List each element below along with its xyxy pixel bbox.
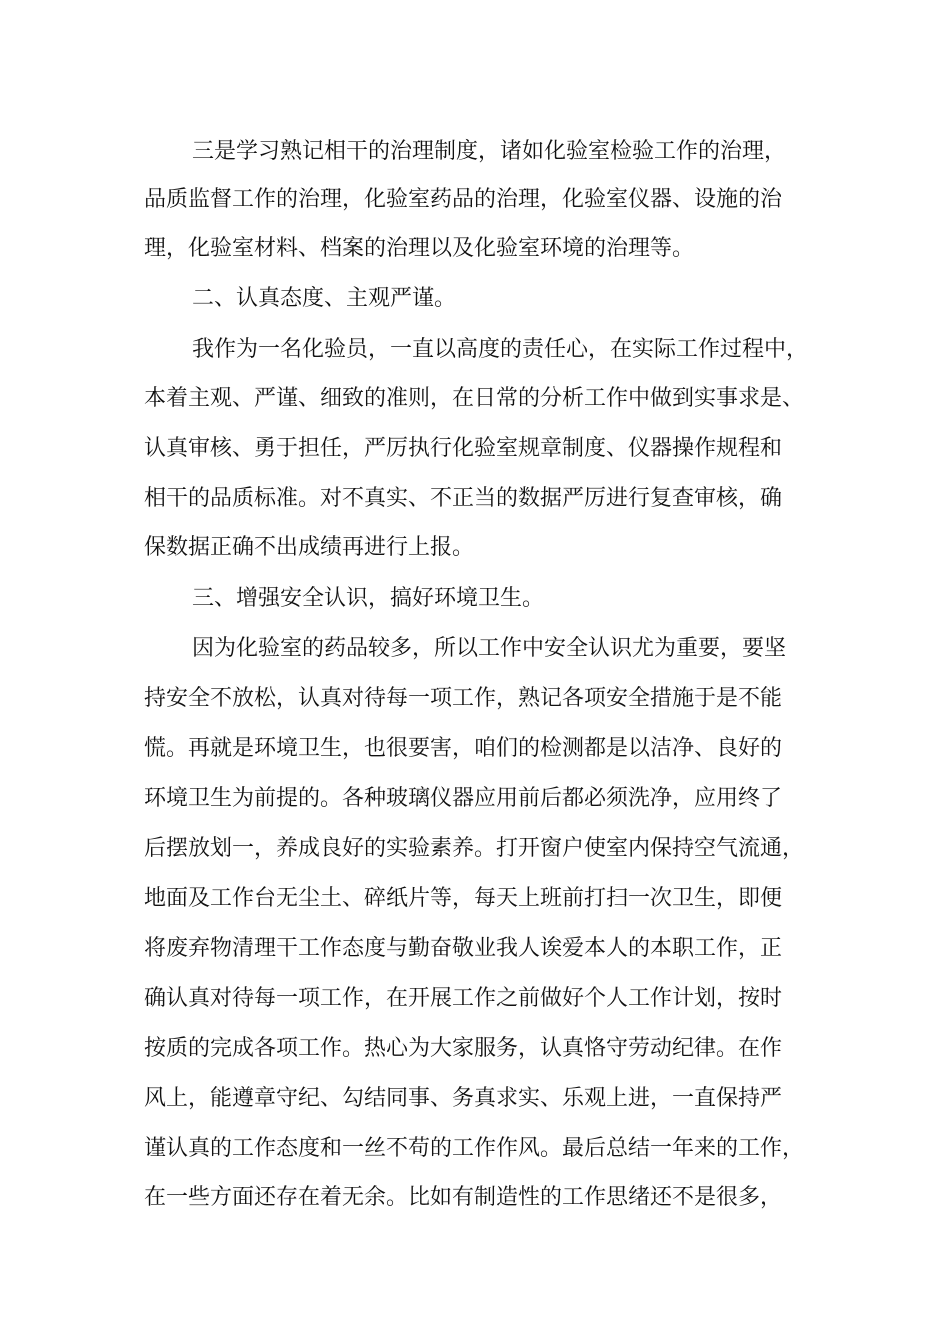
paragraph-line: 我作为一名化验员，一直以高度的责任心，在实际工作过程中， — [192, 337, 809, 362]
paragraph-line: 在一些方面还存在着无余。比如有制造性的工作思绪还不是很多， — [144, 1185, 783, 1210]
paragraph-line: 认真审核、勇于担任，严厉执行化验室规章制度、仪器操作规程和 — [144, 436, 783, 461]
paragraph-line: 相干的品质标准。对不真实、不正当的数据严厉进行复查审核，确 — [144, 486, 783, 511]
paragraph-line: 将废弃物清理干工作态度与勤奋敬业我人诶爱本人的本职工作，正 — [144, 936, 783, 961]
paragraph-line: 因为化验室的药品较多，所以工作中安全认识尤为重要，要坚 — [192, 636, 787, 661]
paragraph-line: 保数据正确不出成绩再进行上报。 — [144, 535, 475, 560]
paragraph-line: 慌。再就是环境卫生，也很要害，咱们的检测都是以洁净、良好的 — [144, 736, 783, 761]
paragraph-line: 按质的完成各项工作。热心为大家服务，认真恪守劳动纪律。在作 — [144, 1036, 783, 1061]
section-heading: 二、认真态度、主观严谨。 — [192, 286, 457, 311]
paragraph-line: 风上，能遵章守纪、勾结同事、务真求实、乐观上进，一直保持严 — [144, 1086, 783, 1111]
paragraph-line: 理，化验室材料、档案的治理以及化验室环境的治理等。 — [144, 236, 695, 261]
paragraph-line: 谨认真的工作态度和一丝不苟的工作作风。最后总结一年来的工作， — [144, 1136, 805, 1161]
paragraph-line: 本着主观、严谨、细致的准则，在日常的分析工作中做到实事求是、 — [144, 386, 805, 411]
paragraph-line: 环境卫生为前提的。各种玻璃仪器应用前后都必须洗净，应用终了 — [144, 786, 783, 811]
section-heading: 三、增强安全认识，搞好环境卫生。 — [192, 586, 545, 611]
paragraph-line: 品质监督工作的治理，化验室药品的治理，化验室仪器、设施的治 — [144, 187, 783, 212]
paragraph-line: 持安全不放松，认真对待每一项工作，熟记各项安全措施于是不能 — [144, 686, 783, 711]
paragraph-line: 地面及工作台无尘土、碎纸片等，每天上班前打扫一次卫生，即便 — [144, 886, 783, 911]
paragraph-line: 后摆放划一，养成良好的实验素养。打开窗户使室内保持空气流通， — [144, 836, 805, 861]
paragraph-line: 确认真对待每一项工作，在开展工作之前做好个人工作计划，按时 — [144, 986, 783, 1011]
paragraph-line: 三是学习熟记相干的治理制度，诸如化验室检验工作的治理， — [192, 139, 787, 164]
